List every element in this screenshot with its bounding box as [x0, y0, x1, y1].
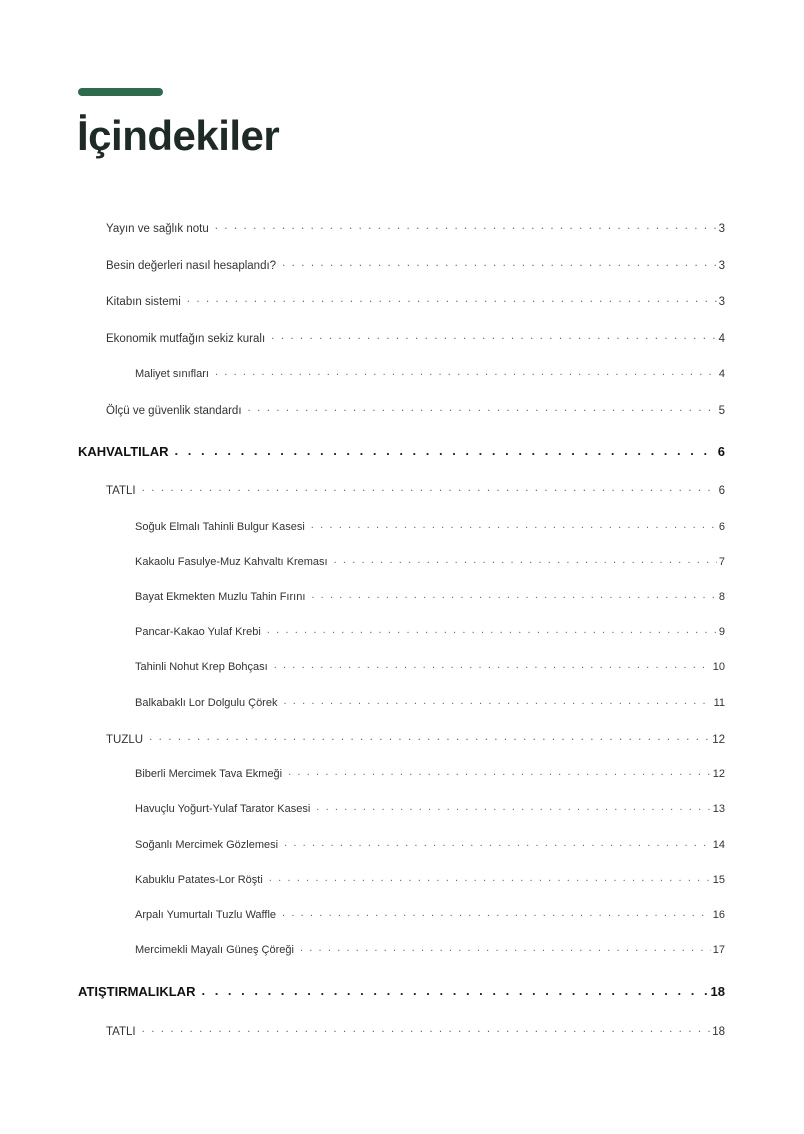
toc-recipe[interactable]	[135, 801, 725, 815]
dot-leader	[311, 519, 717, 530]
dot-leader	[149, 731, 710, 743]
dot-leader	[248, 402, 717, 414]
toc-section-page: 6	[718, 484, 725, 497]
toc-recipe-label: Biberli Mercimek Tava Ekmeği	[135, 768, 283, 780]
dot-leader	[334, 554, 717, 565]
toc-section-label: TATLI	[106, 484, 136, 497]
toc-entry-page: 4	[718, 368, 725, 380]
dot-leader	[215, 366, 717, 377]
toc-recipe-label: Kakaolu Fasulye-Muz Kahvaltı Kreması	[135, 556, 328, 568]
toc-entry-label: Ölçü ve güvenlik standardı	[106, 404, 242, 417]
toc-recipe-page: 7	[718, 556, 725, 568]
dot-leader	[284, 837, 711, 848]
dot-leader	[215, 220, 717, 232]
toc-entry-label: Maliyet sınıfları	[135, 368, 209, 380]
toc-recipe[interactable]	[135, 695, 725, 709]
dot-leader	[311, 589, 717, 600]
toc-recipe-page: 15	[712, 874, 725, 886]
dot-leader	[201, 983, 708, 996]
dot-leader	[267, 624, 717, 635]
dot-leader	[300, 942, 711, 953]
toc-entry[interactable]	[106, 402, 725, 417]
dot-leader	[274, 659, 711, 670]
toc-subentry[interactable]	[135, 366, 725, 380]
toc-recipe-label: Balkabaklı Lor Dolgulu Çörek	[135, 697, 278, 709]
toc-recipe-page: 8	[718, 591, 725, 603]
toc-recipe[interactable]	[135, 942, 725, 956]
toc-section[interactable]	[106, 482, 725, 497]
dot-leader	[316, 801, 710, 812]
toc-recipe-label: Bayat Ekmekten Muzlu Tahin Fırını	[135, 591, 306, 603]
toc-recipe-label: Kabuklu Patates-Lor Röşti	[135, 874, 263, 886]
toc-recipe-page: 17	[712, 944, 725, 956]
toc-entry[interactable]	[106, 257, 725, 272]
toc-recipe-page: 12	[712, 768, 725, 780]
dot-leader	[282, 257, 717, 269]
toc-entry-page: 3	[718, 222, 725, 235]
toc-recipe[interactable]	[135, 659, 725, 673]
toc-entry-label: Besin değerleri nasıl hesaplandı?	[106, 259, 277, 272]
toc-recipe-label: Soğuk Elmalı Tahinli Bulgur Kasesi	[135, 521, 305, 533]
toc-section[interactable]	[106, 731, 725, 746]
toc-entry-label: Kitabın sistemi	[106, 295, 181, 308]
dot-leader	[288, 766, 711, 777]
toc-recipe[interactable]	[135, 766, 725, 780]
toc-recipe-label: Pancar-Kakao Yulaf Krebi	[135, 626, 261, 638]
toc-recipe-page: 13	[712, 803, 725, 815]
toc-chapter[interactable]	[78, 983, 725, 999]
toc-entry[interactable]	[106, 293, 725, 308]
toc-entry-page: 3	[718, 295, 725, 308]
dot-leader	[271, 330, 716, 342]
toc-recipe-page: 6	[718, 521, 725, 533]
toc-recipe[interactable]	[135, 837, 725, 851]
toc-recipe-label: Soğanlı Mercimek Gözlemesi	[135, 839, 279, 851]
dot-leader	[282, 907, 711, 918]
toc-chapter-page: 18	[710, 984, 725, 999]
toc-section-page: 12	[712, 733, 725, 746]
toc-section-page: 18	[712, 1025, 725, 1038]
dot-leader	[283, 695, 711, 706]
dot-leader	[142, 482, 717, 494]
toc-recipe[interactable]	[135, 519, 725, 533]
toc-chapter-label: KAHVALTILAR	[78, 444, 169, 459]
dot-leader	[142, 1023, 711, 1035]
toc-entry-page: 3	[718, 259, 725, 272]
toc-recipe-page: 10	[712, 661, 725, 673]
toc-recipe-page: 9	[718, 626, 725, 638]
toc-recipe[interactable]	[135, 872, 725, 886]
toc-chapter[interactable]	[78, 443, 725, 459]
toc-recipe-label: Mercimekli Mayalı Güneş Çöreği	[135, 944, 294, 956]
toc-entry[interactable]	[106, 220, 725, 235]
toc-recipe[interactable]	[135, 624, 725, 638]
dot-leader	[187, 293, 717, 305]
toc-entry[interactable]	[106, 330, 725, 345]
toc-recipe-page: 16	[712, 909, 725, 921]
toc-recipe-label: Tahinli Nohut Krep Bohçası	[135, 661, 268, 673]
toc-recipe-label: Havuçlu Yoğurt-Yulaf Tarator Kasesi	[135, 803, 311, 815]
toc-recipe[interactable]	[135, 907, 725, 921]
toc-chapter-page: 6	[717, 444, 725, 459]
toc-section-label: TATLI	[106, 1025, 136, 1038]
toc-section[interactable]	[106, 1023, 725, 1038]
toc-entry-page: 5	[718, 404, 725, 417]
toc-recipe-page: 11	[713, 697, 725, 709]
toc-recipe-page: 14	[712, 839, 725, 851]
toc-recipe-label: Arpalı Yumurtalı Tuzlu Waffle	[135, 909, 277, 921]
toc-recipe[interactable]	[135, 554, 725, 568]
toc-entry-label: Yayın ve sağlık notu	[106, 222, 209, 235]
toc-entry-label: Ekonomik mutfağın sekiz kuralı	[106, 332, 266, 345]
dot-leader	[269, 872, 711, 883]
page-title: İçindekiler	[77, 112, 280, 159]
toc-chapter-label: ATIŞTIRMALIKLAR	[78, 984, 196, 999]
toc-recipe[interactable]	[135, 589, 725, 603]
toc-section-label: TUZLU	[106, 733, 144, 746]
toc-entry-page: 4	[718, 332, 725, 345]
dot-leader	[175, 443, 716, 456]
